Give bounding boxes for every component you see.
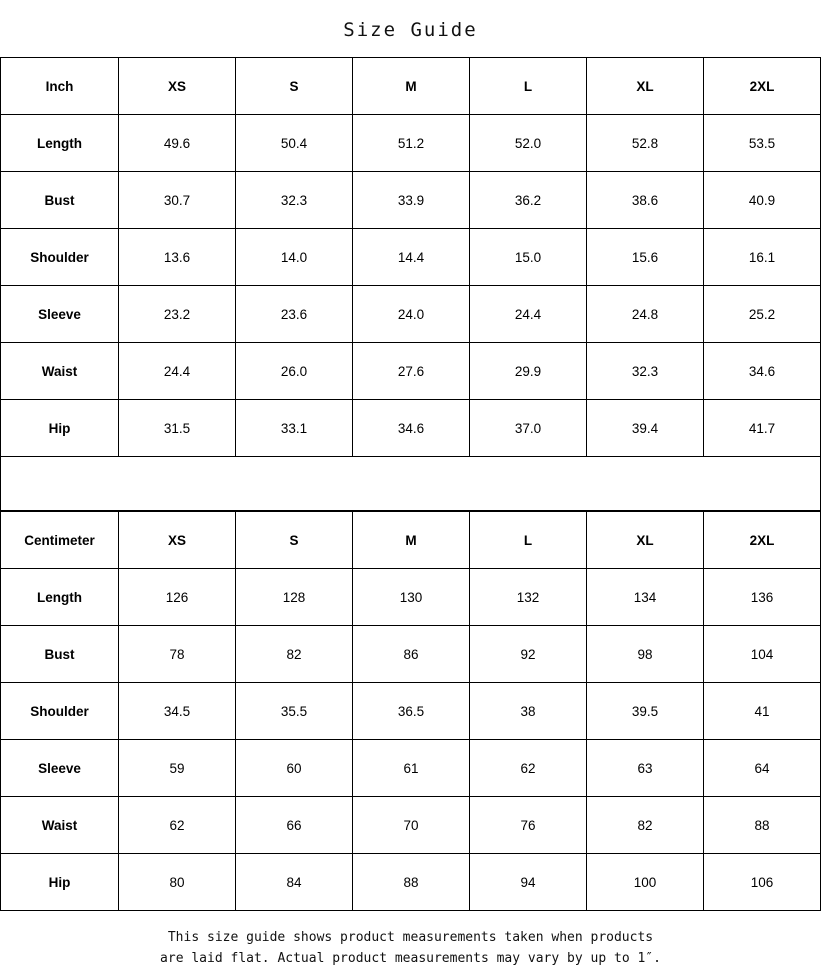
table-row [1,229,821,286]
column-header-xs: XS [119,512,236,569]
cell-shoulder-xs: 13.6 [119,229,236,286]
cell-waist-l: 76 [470,797,587,854]
cell-sleeve-xs: 59 [119,740,236,797]
table-row [1,343,821,400]
cell-bust-2xl: 104 [704,626,821,683]
centimeter-size-table [0,511,821,911]
table-header-row [1,58,821,115]
cell-waist-xs: 62 [119,797,236,854]
cell-hip-m: 34.6 [353,400,470,457]
row-label-hip: Hip [1,400,119,457]
cell-bust-xl: 98 [587,626,704,683]
row-label-shoulder: Shoulder [1,229,119,286]
column-header-m: M [353,58,470,115]
cell-shoulder-2xl: 16.1 [704,229,821,286]
row-label-sleeve: Sleeve [1,286,119,343]
cell-length-2xl: 136 [704,569,821,626]
row-label-waist: Waist [1,343,119,400]
cell-length-xl: 52.8 [587,115,704,172]
inch-size-table [0,57,821,457]
cell-bust-s: 82 [236,626,353,683]
cell-shoulder-s: 35.5 [236,683,353,740]
cell-bust-xs: 78 [119,626,236,683]
cell-bust-2xl: 40.9 [704,172,821,229]
cell-shoulder-l: 38 [470,683,587,740]
cell-length-s: 50.4 [236,115,353,172]
cell-length-s: 128 [236,569,353,626]
cell-sleeve-l: 62 [470,740,587,797]
table-row [1,569,821,626]
cell-waist-s: 66 [236,797,353,854]
cell-bust-l: 92 [470,626,587,683]
cell-length-xl: 134 [587,569,704,626]
cell-bust-xl: 38.6 [587,172,704,229]
table-row [1,400,821,457]
footnote-line-1: This size guide shows product measurements taken when products [167,930,654,945]
cell-shoulder-2xl: 41 [704,683,821,740]
cell-waist-l: 29.9 [470,343,587,400]
cell-waist-xl: 32.3 [587,343,704,400]
cell-shoulder-m: 14.4 [353,229,470,286]
footnote [0,911,821,969]
unit-label-centimeter: Centimeter [1,512,119,569]
row-label-length: Length [1,569,119,626]
row-label-length: Length [1,115,119,172]
cell-waist-xl: 82 [587,797,704,854]
cell-shoulder-xl: 15.6 [587,229,704,286]
cell-bust-m: 86 [353,626,470,683]
table-row [1,854,821,911]
cell-sleeve-s: 60 [236,740,353,797]
table-row [1,740,821,797]
column-header-xl: XL [587,58,704,115]
cell-sleeve-2xl: 64 [704,740,821,797]
cell-hip-2xl: 106 [704,854,821,911]
table-row [1,683,821,740]
cell-sleeve-m: 24.0 [353,286,470,343]
cell-hip-s: 84 [236,854,353,911]
column-header-m: M [353,512,470,569]
cell-hip-l: 37.0 [470,400,587,457]
unit-label-inch: Inch [1,58,119,115]
cell-length-xs: 126 [119,569,236,626]
table-separator [0,457,821,511]
column-header-xs: XS [119,58,236,115]
cell-bust-s: 32.3 [236,172,353,229]
cell-length-xs: 49.6 [119,115,236,172]
cell-sleeve-s: 23.6 [236,286,353,343]
cell-waist-m: 27.6 [353,343,470,400]
cell-hip-l: 94 [470,854,587,911]
cell-shoulder-l: 15.0 [470,229,587,286]
cell-waist-m: 70 [353,797,470,854]
column-header-2xl: 2XL [704,512,821,569]
cell-sleeve-m: 61 [353,740,470,797]
table-row [1,172,821,229]
table-row [1,626,821,683]
cell-hip-xs: 80 [119,854,236,911]
page-title: Size Guide [343,19,478,41]
column-header-s: S [236,512,353,569]
cell-hip-s: 33.1 [236,400,353,457]
column-header-2xl: 2XL [704,58,821,115]
table-row [1,797,821,854]
cell-bust-l: 36.2 [470,172,587,229]
table-row [1,286,821,343]
cell-length-2xl: 53.5 [704,115,821,172]
cell-hip-m: 88 [353,854,470,911]
cell-waist-xs: 24.4 [119,343,236,400]
cell-length-l: 52.0 [470,115,587,172]
row-label-bust: Bust [1,172,119,229]
column-header-s: S [236,58,353,115]
cell-hip-xl: 100 [587,854,704,911]
cell-shoulder-xs: 34.5 [119,683,236,740]
footnote-line-2: are laid flat. Actual product measurements may vary by up to 1″. [160,951,661,966]
cell-shoulder-m: 36.5 [353,683,470,740]
cell-length-l: 132 [470,569,587,626]
cell-hip-2xl: 41.7 [704,400,821,457]
column-header-l: L [470,512,587,569]
cell-sleeve-xl: 63 [587,740,704,797]
row-label-waist: Waist [1,797,119,854]
cell-hip-xl: 39.4 [587,400,704,457]
row-label-sleeve: Sleeve [1,740,119,797]
column-header-l: L [470,58,587,115]
cell-sleeve-xs: 23.2 [119,286,236,343]
cell-length-m: 51.2 [353,115,470,172]
cell-sleeve-2xl: 25.2 [704,286,821,343]
cell-bust-m: 33.9 [353,172,470,229]
cell-length-m: 130 [353,569,470,626]
row-label-bust: Bust [1,626,119,683]
cell-shoulder-s: 14.0 [236,229,353,286]
row-label-shoulder: Shoulder [1,683,119,740]
table-row [1,115,821,172]
cell-waist-s: 26.0 [236,343,353,400]
cell-shoulder-xl: 39.5 [587,683,704,740]
cell-sleeve-xl: 24.8 [587,286,704,343]
cell-bust-xs: 30.7 [119,172,236,229]
cell-waist-2xl: 34.6 [704,343,821,400]
cell-waist-2xl: 88 [704,797,821,854]
cell-sleeve-l: 24.4 [470,286,587,343]
cell-hip-xs: 31.5 [119,400,236,457]
column-header-xl: XL [587,512,704,569]
table-header-row [1,512,821,569]
row-label-hip: Hip [1,854,119,911]
